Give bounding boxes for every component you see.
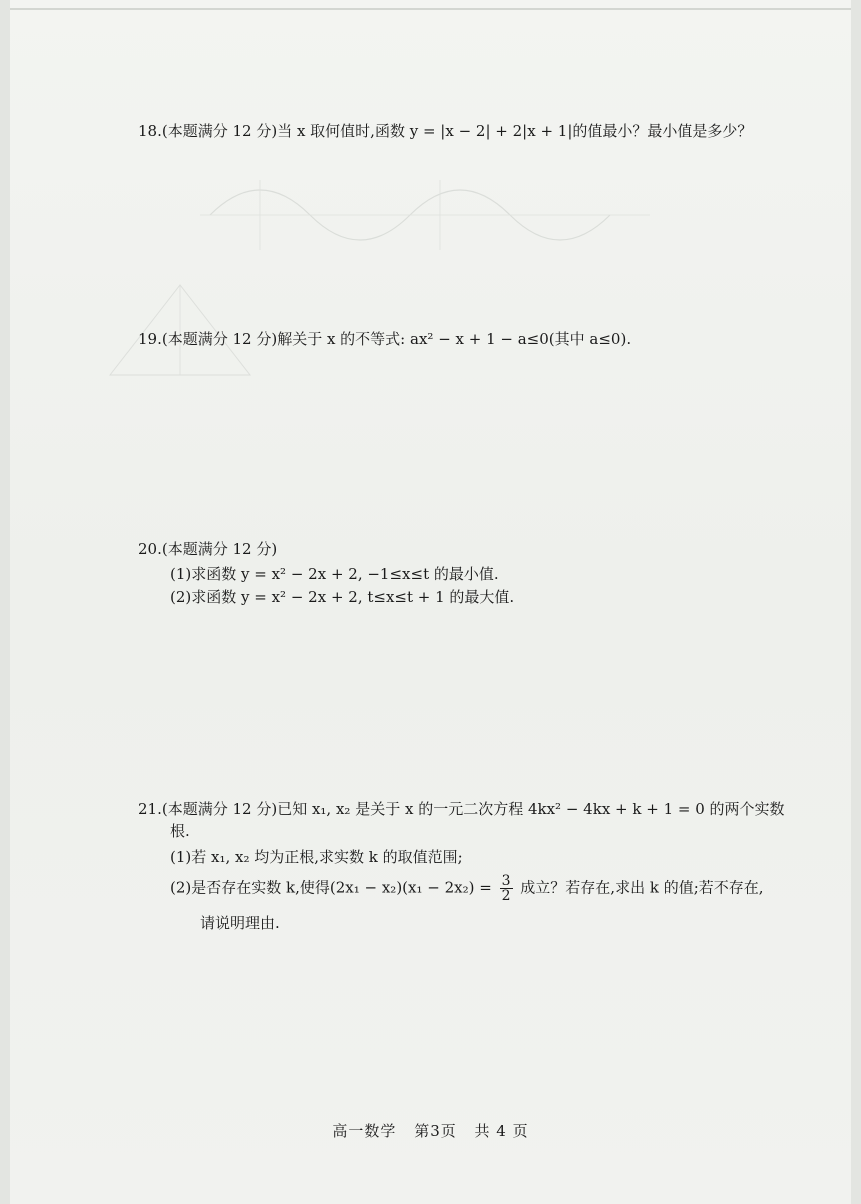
question-21-line-2: 根. <box>170 822 190 840</box>
question-text: 当 x 取何值时,函数 y = |x − 2| + 2|x + 1|的值最小？最小值是多少？ <box>277 122 753 140</box>
question-21-part-2 <box>170 874 764 903</box>
question-21 <box>138 798 785 820</box>
question-18 <box>138 120 752 142</box>
question-21-part-1: (1)若 x₁, x₂ 均为正根,求实数 k 的取值范围; <box>170 848 463 866</box>
fraction <box>500 874 513 903</box>
question-number: 21. <box>138 800 162 818</box>
footer-total: 共 4 页 <box>474 1122 529 1140</box>
footer-page: 第3页 <box>414 1122 457 1140</box>
question-marks: (本题满分 12 分) <box>161 330 278 348</box>
fraction-denominator: 2 <box>501 888 511 904</box>
question-number: 19. <box>138 330 162 348</box>
scan-edge-right <box>851 0 861 1204</box>
question-21-part-2-line-2: 请说明理由. <box>200 914 280 932</box>
question-text: 解关于 x 的不等式: ax² − x + 1 − a≤0(其中 a≤0). <box>277 330 632 348</box>
question-marks: (本题满分 12 分) <box>161 540 278 558</box>
question-number: 20. <box>138 540 162 558</box>
question-20-part-1: (1)求函数 y = x² − 2x + 2, −1≤x≤t 的最小值. <box>170 565 499 583</box>
question-marks: (本题满分 12 分) <box>161 122 278 140</box>
question-text: 已知 x₁, x₂ 是关于 x 的一元二次方程 4kx² − 4kx + k + 1 = 0 的两个实数 <box>277 800 785 818</box>
part-2-text-after: 成立？若存在,求出 k 的值;若不存在, <box>520 878 764 897</box>
question-20-part-2: (2)求函数 y = x² − 2x + 2, t≤x≤t + 1 的最大值. <box>170 588 515 606</box>
bleed-through-graph <box>200 175 660 255</box>
fraction-numerator: 3 <box>501 873 511 889</box>
footer-subject: 高一数学 <box>332 1122 397 1140</box>
question-number: 18. <box>138 122 162 140</box>
scan-edge-left <box>0 0 10 1204</box>
page-footer <box>0 1120 861 1141</box>
question-19 <box>138 328 631 350</box>
part-2-text-before: (2)是否存在实数 k,使得(2x₁ − x₂)(x₁ − 2x₂) = <box>170 878 492 897</box>
question-20 <box>138 538 277 560</box>
scan-crease <box>0 8 861 10</box>
question-marks: (本题满分 12 分) <box>161 800 278 818</box>
